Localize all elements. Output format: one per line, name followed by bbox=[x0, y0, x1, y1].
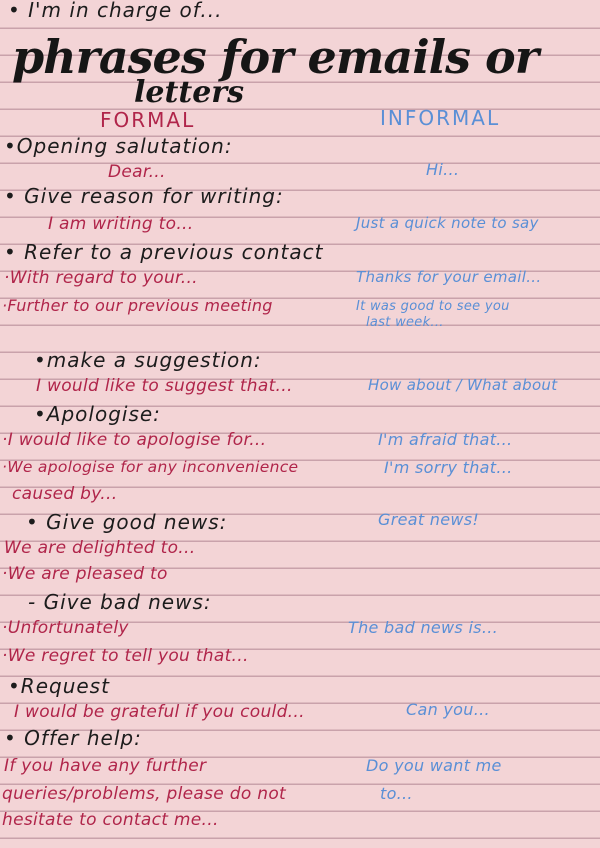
informal-phrase: I'm afraid that... bbox=[378, 430, 513, 449]
heading-apologise: •Apologise: bbox=[34, 402, 161, 426]
informal-phrase: The bad news is... bbox=[348, 618, 498, 637]
formal-phrase: I would like to suggest that... bbox=[36, 376, 293, 396]
formal-column-header: FORMAL bbox=[100, 108, 196, 132]
heading-refer-previous-contact: • Refer to a previous contact bbox=[4, 240, 324, 264]
informal-phrase: I'm sorry that... bbox=[384, 458, 513, 477]
heading-give-bad-news: - Give bad news: bbox=[28, 590, 212, 614]
informal-phrase: It was good to see you bbox=[356, 299, 510, 314]
page-title: phrases for emails or bbox=[12, 30, 538, 84]
formal-phrase: hesitate to contact me... bbox=[2, 810, 219, 830]
informal-phrase: last week... bbox=[366, 315, 444, 330]
formal-phrase: ·We apologise for any inconvenience bbox=[2, 458, 299, 476]
heading-give-good-news: • Give good news: bbox=[26, 510, 228, 534]
informal-phrase: How about / What about bbox=[368, 376, 558, 394]
formal-phrase: We are delighted to... bbox=[4, 538, 196, 558]
formal-phrase: I am writing to... bbox=[48, 214, 194, 234]
formal-phrase: I would be grateful if you could... bbox=[14, 702, 305, 722]
formal-phrase: queries/problems, please do not bbox=[2, 784, 287, 804]
formal-phrase: ·We are pleased to bbox=[2, 564, 168, 584]
informal-phrase: Can you... bbox=[406, 700, 490, 719]
informal-phrase: Thanks for your email... bbox=[356, 268, 542, 286]
formal-phrase: ·We regret to tell you that... bbox=[2, 646, 249, 666]
informal-phrase: Do you want me bbox=[366, 756, 502, 775]
formal-phrase: ·With regard to your... bbox=[4, 268, 198, 288]
heading-opening-salutation: •Opening salutation: bbox=[4, 134, 233, 158]
informal-phrase: Hi... bbox=[426, 160, 460, 179]
top-note: • I'm in charge of... bbox=[8, 0, 223, 22]
formal-phrase: ·Unfortunately bbox=[2, 618, 129, 638]
formal-phrase: caused by... bbox=[12, 484, 118, 504]
informal-phrase: Great news! bbox=[378, 510, 480, 529]
page-title-continued: letters bbox=[134, 75, 244, 110]
informal-column-header: INFORMAL bbox=[380, 106, 501, 130]
formal-phrase: ·I would like to apologise for... bbox=[2, 430, 267, 450]
heading-make-suggestion: •make a suggestion: bbox=[34, 348, 262, 372]
heading-reason-for-writing: • Give reason for writing: bbox=[4, 184, 284, 208]
informal-phrase: to... bbox=[380, 784, 413, 803]
formal-phrase: ·Further to our previous meeting bbox=[2, 296, 273, 315]
formal-phrase: Dear... bbox=[108, 162, 166, 182]
informal-phrase: Just a quick note to say bbox=[356, 214, 539, 232]
formal-phrase: If you have any further bbox=[4, 756, 207, 776]
heading-offer-help: • Offer help: bbox=[4, 726, 142, 750]
heading-request: •Request bbox=[8, 674, 110, 698]
